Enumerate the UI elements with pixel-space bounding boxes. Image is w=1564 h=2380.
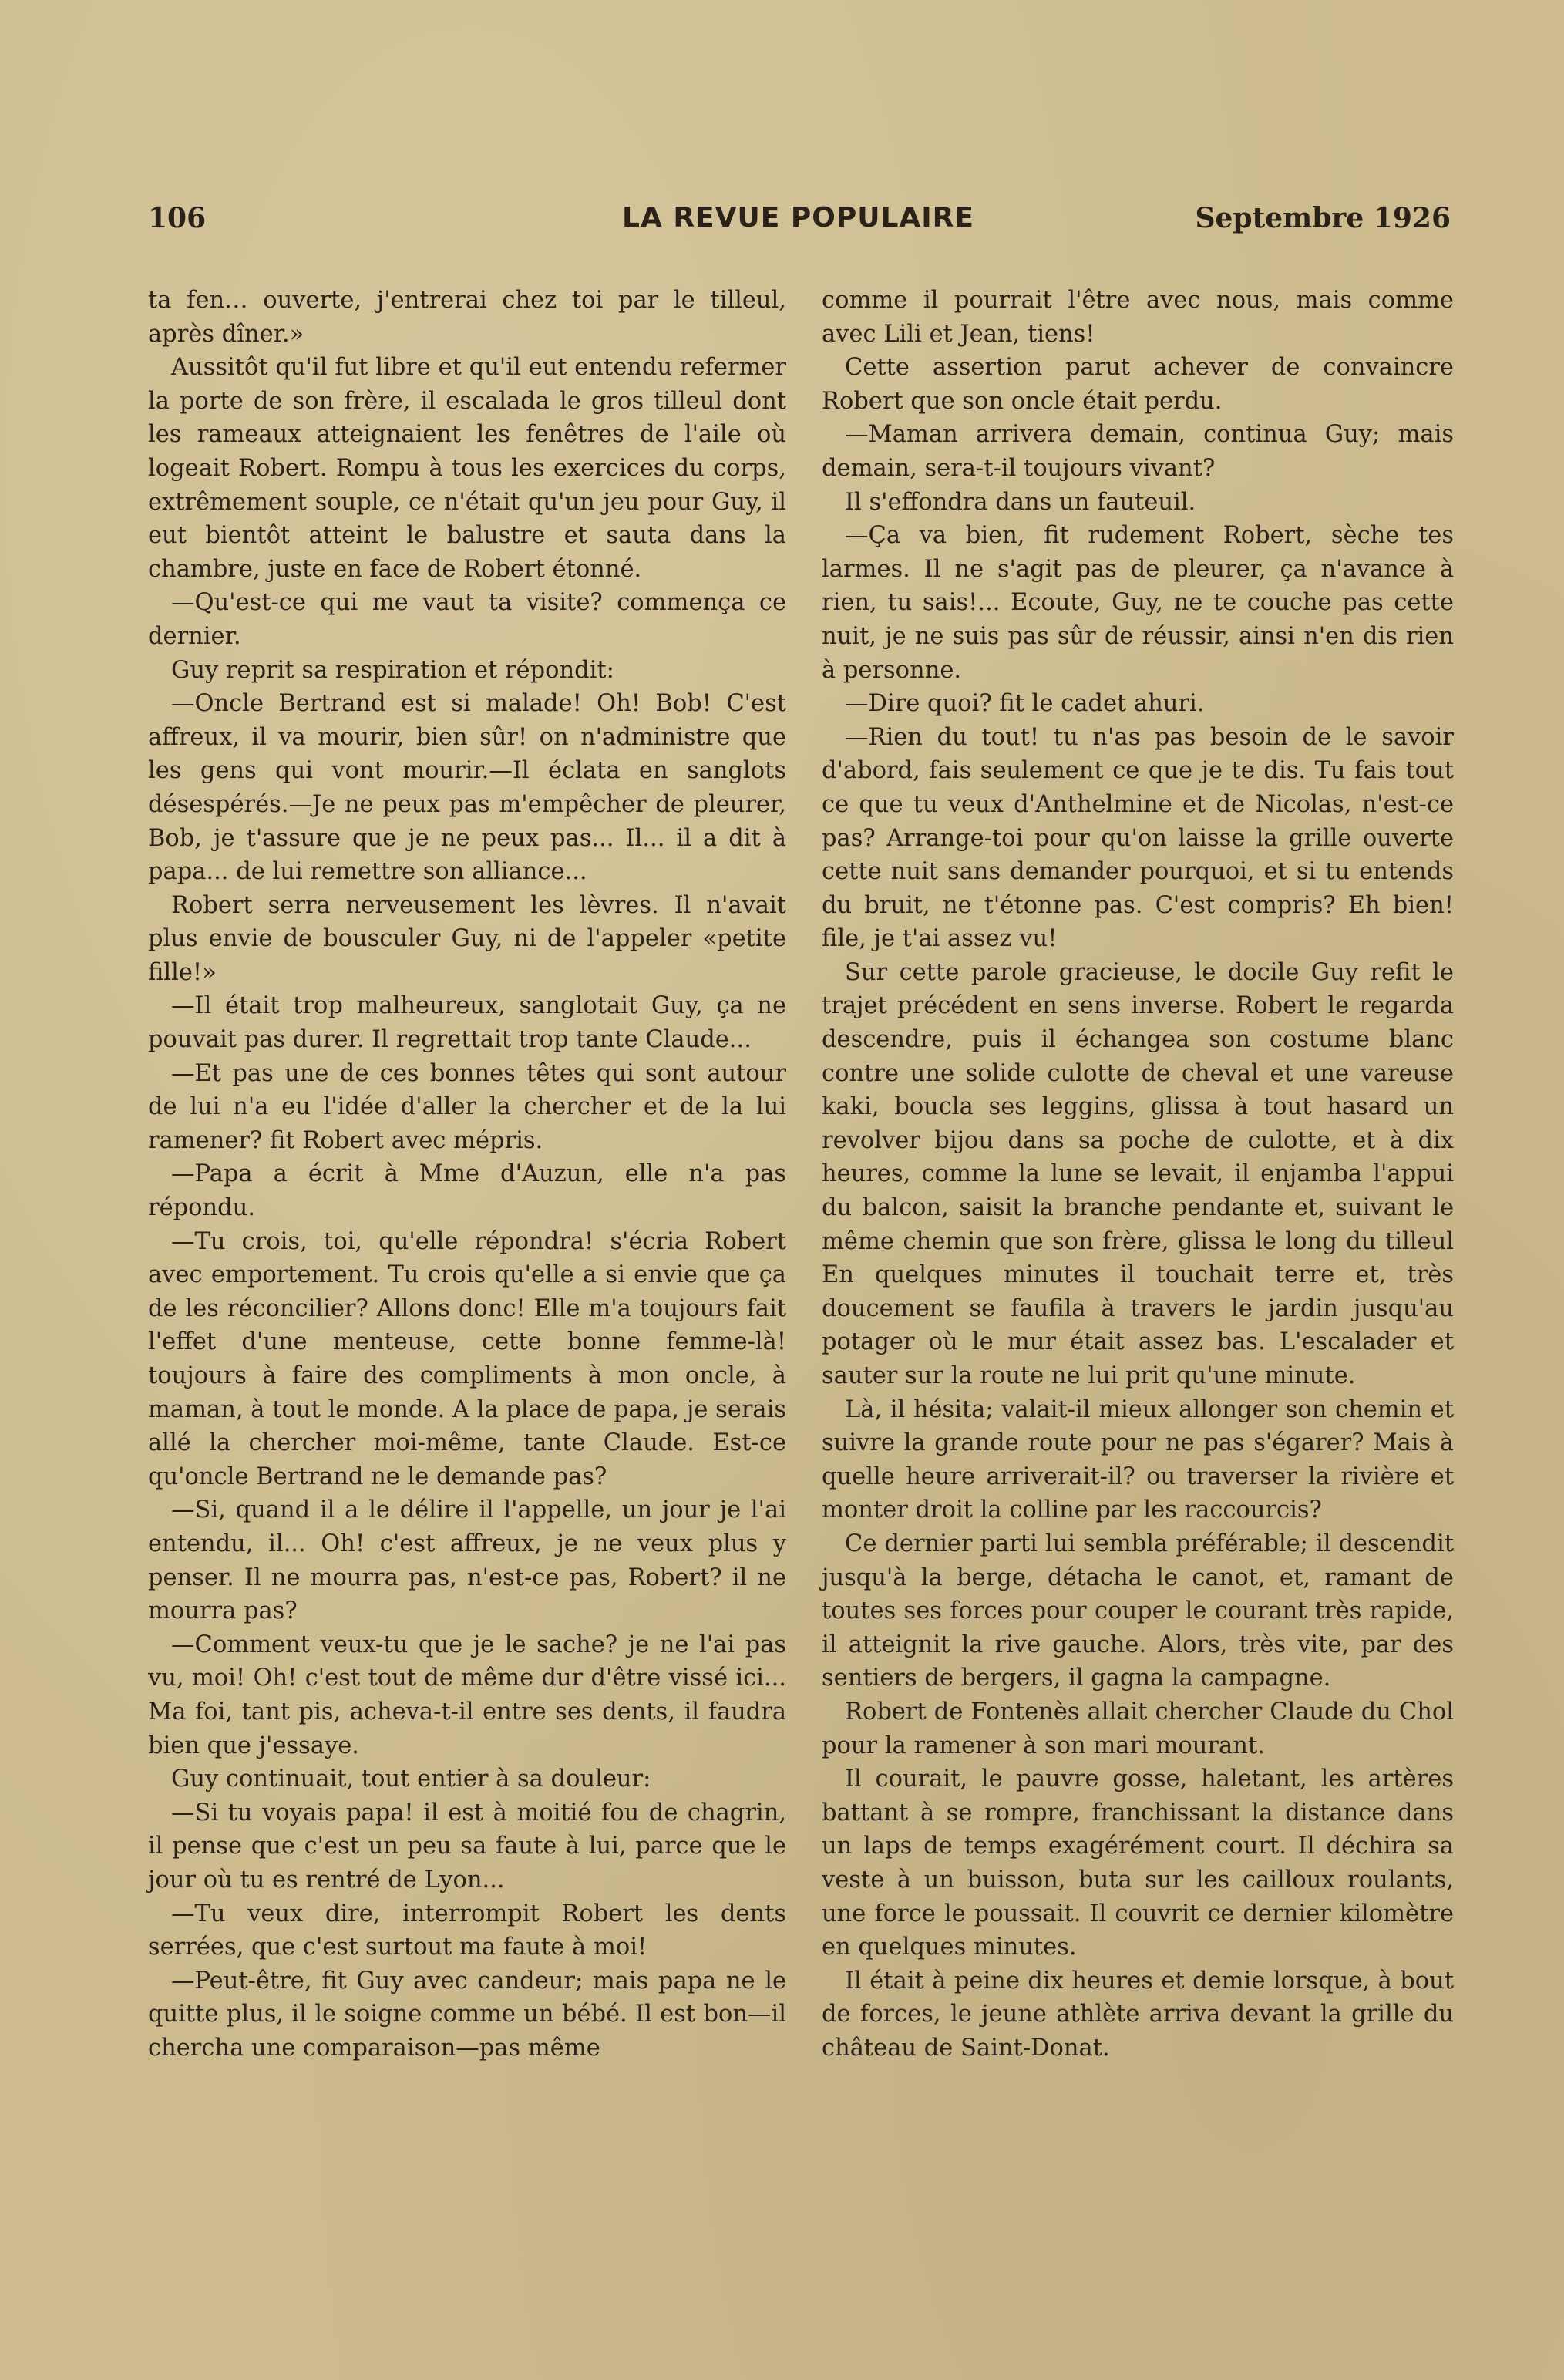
paragraph: —Et pas une de ces bonnes têtes qui sont autour de lui n'a eu l'idée d'aller la chercher et de la lui ramener? fit Robert avec mépris. [148,1059,786,1154]
paragraph: —Oncle Bertrand est si malade! Oh! Bob! C'est affreux, il va mourir, bien sûr! on n'administre que les gens qui vont mourir.—Il éclata en sanglots désespérés.—Je ne peux pas m'empêcher de pleurer, Bob, je t'assure que je ne peux pas... Il... il a dit à papa... de lui remettre son alliance... [148,690,786,886]
paragraph: —Maman arrivera demain, continua Guy; mais demain, sera-t-il toujours vivant? [822,421,1454,482]
paragraph: Robert de Fontenès allait chercher Claude du Chol pour la ramener à son mari mourant. [822,1698,1454,1759]
paragraph: —Ça va bien, fit rudement Robert, sèche tes larmes. Il ne s'agit pas de pleurer, ça n'avance à rien, tu sais!... Ecoute, Guy, ne te couche pas cette nuit, je ne suis pas sûr de réussir, ainsi n'en dis rien à personne. [822,522,1454,684]
paragraph: Robert serra nerveusement les lèvres. Il n'avait plus envie de bousculer Guy, ni de l'appeler «petite fille!» [148,891,786,986]
paragraph: ta fen… ouverte, j'entrerai chez toi par le tilleul, après dîner.» [148,287,786,348]
page-number: 106 [148,202,207,234]
paragraph: Guy reprit sa respiration et répondit: [171,656,614,684]
paragraph: —Rien du tout! tu n'as pas besoin de le savoir d'abord, fais seulement ce que je te dis. Tu fais tout ce que tu veux d'Anthelmine et de Nicolas, n'est-ce pas? Arrange-toi pour qu'on laisse la grille ouverte cette nuit sans demander pourquoi, et si tu entends du bruit, ne t'étonne pas. C'est compris? Eh bien! file, je t'ai assez vu! [822,723,1454,953]
paragraph: Cette assertion parut achever de convaincre Robert que son oncle était perdu. [822,354,1454,415]
paragraph: —Peut-être, fit Guy avec candeur; mais papa ne le quitte plus, il le soigne comme un bébé. Il est bon—il chercha une comparaison—pas même [148,1967,786,2062]
paragraph: Il s'effondra dans un fauteuil. [845,488,1196,516]
paragraph: —Papa a écrit à Mme d'Auzun, elle n'a pas répondu. [148,1160,786,1222]
paragraph: Aussitôt qu'il fut libre et qu'il eut entendu refermer la porte de son frère, il escalada le gros tilleul dont les rameaux atteignaient les fenêtres de l'aile où logeait Robert. Rompu à tous les exercices du corps, extrêmement souple, ce n'était qu'un jeu pour Guy, il eut bientôt atteint le balustre et sauta dans la chambre, juste en face de Robert étonné. [148,354,786,583]
paragraph: —Comment veux-tu que je le sache? je ne l'ai pas vu, moi! Oh! c'est tout de même dur d'être vissé ici... Ma foi, tant pis, acheva-t-il entre ses dents, il faudra bien que j'essaye. [148,1631,786,1759]
paragraph: —Tu crois, toi, qu'elle répondra! s'écria Robert avec emportement. Tu crois qu'elle a si envie que ça de les réconcilier? Allons donc! Elle m'a toujours fait l'effet d'une menteuse, cette bonne femme-là! toujours à faire des compliments à mon oncle, à maman, à tout le monde. A la place de papa, je serais allé la chercher moi-même, tante Claude. Est-ce qu'oncle Bertrand ne le demande pas? [148,1227,786,1490]
paragraph: comme il pourrait l'être avec nous, mais comme avec Lili et Jean, tiens! [822,287,1454,348]
paragraph: —Tu veux dire, interrompit Robert les dents serrées, que c'est surtout ma faute à moi! [148,1900,786,1961]
right-column [822,284,1454,2065]
paragraph: —Qu'est-ce qui me vaut ta visite? commença ce dernier. [148,589,786,650]
paragraph: Sur cette parole gracieuse, le docile Guy refit le trajet précédent en sens inverse. Robert le regarda descendre, puis il échangea son costume blanc contre une solide culotte de cheval et une vareuse kaki, boucla ses leggins, glissa à tout hasard un revolver bijou dans sa poche de culotte, et à dix heures, comme la lune se levait, il enjamba l'appui du balcon, saisit la branche pendante et, suivant le même chemin que son frère, glissa le long du tilleul En quelques minutes il touchait terre et, très doucement se faufila à travers le jardin jusqu'au potager où le mur était assez bas. L'escalader et sauter sur la route ne lui prit qu'une minute. [822,958,1454,1389]
issue-date: Septembre 1926 [1195,202,1451,234]
paragraph: Il courait, le pauvre gosse, haletant, les artères battant à se rompre, franchissant la distance dans un laps de temps exagérément court. Il déchira sa veste à un buisson, buta sur les cailloux roulants, une force le poussait. Il couvrit ce dernier kilomètre en quelques minutes. [822,1766,1454,1961]
paragraph: Là, il hésita; valait-il mieux allonger son chemin et suivre la grande route pour ne pas s'égarer? Mais à quelle heure arriverait-il? ou traverser la rivière et monter droit la colline par les raccourcis? [822,1395,1454,1524]
paragraph: —Si, quand il a le délire il l'appelle, un jour je l'ai entendu, il... Oh! c'est affreux, je ne veux plus y penser. Il ne mourra pas, n'est-ce pas, Robert? il ne mourra pas? [148,1496,786,1625]
running-header [148,202,1451,245]
paragraph: Il était à peine dix heures et demie lorsque, à bout de forces, le jeune athlète arriva devant la grille du château de Saint-Donat. [822,1967,1454,2062]
magazine-title: LA REVUE POPULAIRE [622,202,974,234]
paragraph: Ce dernier parti lui sembla préférable; il descendit jusqu'à la berge, détacha le canot, et, ramant de toutes ses forces pour couper le courant très rapide, il atteignit la rive gauche. Alors, très vite, par des sentiers de bergers, il gagna la campagne. [822,1530,1454,1692]
paragraph: —Il était trop malheureux, sanglotait Guy, ça ne pouvait pas durer. Il regrettait trop tante Claude... [148,992,786,1054]
paragraph: Guy continuait, tout entier à sa douleur: [171,1766,651,1793]
paragraph: —Si tu voyais papa! il est à moitié fou de chagrin, il pense que c'est un peu sa faute à lui, parce que le jour où tu es rentré de Lyon... [148,1799,786,1894]
left-column [148,284,786,2065]
paragraph: —Dire quoi? fit le cadet ahuri. [845,690,1205,718]
